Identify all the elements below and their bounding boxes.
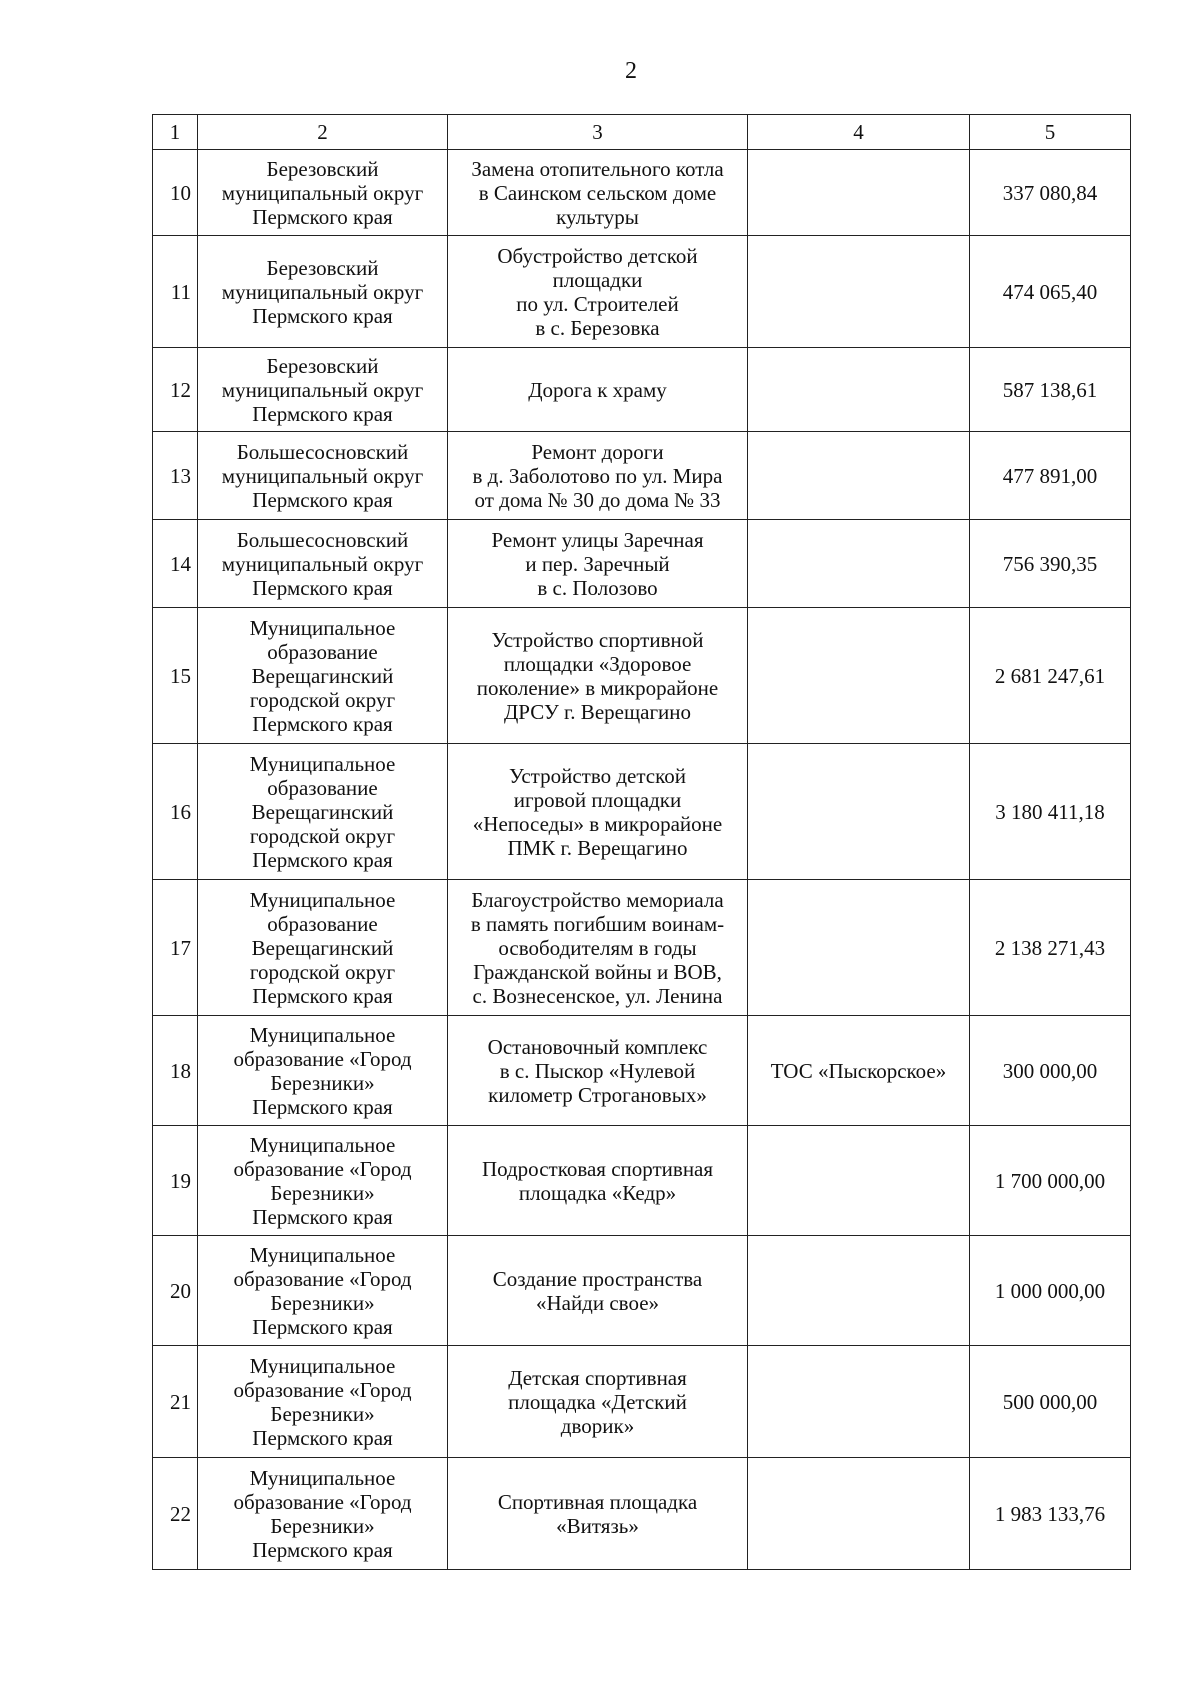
initiator-cell	[748, 1346, 970, 1458]
municipality-cell	[198, 348, 448, 432]
initiator-cell	[748, 880, 970, 1016]
row-number-cell-text: 12	[170, 377, 191, 402]
row-number-cell	[153, 744, 198, 880]
amount-cell	[970, 1016, 1131, 1126]
initiator-cell	[748, 520, 970, 608]
municipality-cell	[198, 432, 448, 520]
table-row	[153, 1236, 1131, 1346]
initiator-cell	[748, 1016, 970, 1126]
header-row	[153, 115, 1131, 150]
table-row	[153, 348, 1131, 432]
municipality-cell	[198, 520, 448, 608]
project-cell	[448, 1126, 748, 1236]
project-cell-text: Создание пространства «Найди свое»	[492, 1266, 703, 1315]
initiator-cell-text: ТОС «Пыскорское»	[770, 1058, 947, 1083]
project-cell-text: Остановочный комплекс в с. Пыскор «Нулевой километр Строгановых»	[487, 1034, 708, 1107]
municipality-cell-text: Березовский муниципальный округ Пермского края	[221, 156, 424, 229]
municipality-cell	[198, 880, 448, 1016]
municipality-cell	[198, 1346, 448, 1458]
row-number-cell	[153, 1346, 198, 1458]
amount-cell	[970, 520, 1131, 608]
project-cell-text: Устройство спортивной площадки «Здоровое поколение» в микрорайоне ДРСУ г. Верещагино	[476, 627, 719, 724]
project-cell-text: Ремонт улицы Заречная и пер. Заречный в с. Полозово	[491, 527, 704, 600]
amount-cell	[970, 236, 1131, 348]
amount-cell	[970, 744, 1131, 880]
amount-cell	[970, 150, 1131, 236]
amount-cell	[970, 880, 1131, 1016]
row-number-cell	[153, 520, 198, 608]
amount-cell-text: 477 891,00	[1002, 463, 1098, 488]
municipality-cell-text: Большесосновский муниципальный округ Пермского края	[221, 527, 424, 600]
page-number: 2	[625, 58, 637, 84]
row-number-cell-text: 21	[170, 1389, 191, 1414]
initiator-cell	[748, 608, 970, 744]
header-cell-3: 3	[448, 115, 748, 150]
initiator-cell	[748, 1458, 970, 1570]
project-cell-text: Обустройство детской площадки по ул. Строителей в с. Березовка	[497, 243, 698, 340]
amount-cell-text: 474 065,40	[1002, 279, 1098, 304]
municipality-cell	[198, 1016, 448, 1126]
row-number-cell	[153, 1458, 198, 1570]
project-cell-text: Благоустройство мемориала в память погибшим воинам- освободителям в годы Гражданской войны и ВОВ, с. Вознесенское, ул. Ленина	[470, 887, 725, 1008]
project-cell	[448, 608, 748, 744]
amount-cell-text: 337 080,84	[1002, 180, 1098, 205]
project-cell-text: Замена отопительного котла в Саинском сельском доме культуры	[471, 156, 724, 229]
initiator-cell	[748, 1126, 970, 1236]
header-cell-4: 4	[748, 115, 970, 150]
row-number-cell	[153, 880, 198, 1016]
table-row	[153, 1126, 1131, 1236]
municipality-cell	[198, 1458, 448, 1570]
row-number-cell-text: 18	[170, 1058, 191, 1083]
municipality-cell-text: Муниципальное образование «Город Березники» Пермского края	[233, 1353, 412, 1450]
amount-cell-text: 756 390,35	[1002, 551, 1098, 576]
municipality-cell-text: Муниципальное образование Верещагинский городской округ Пермского края	[249, 887, 396, 1008]
row-number-cell	[153, 150, 198, 236]
municipality-cell-text: Березовский муниципальный округ Пермского края	[221, 255, 424, 328]
amount-cell-text: 1 000 000,00	[994, 1278, 1106, 1303]
row-number-cell-text: 10	[170, 180, 191, 205]
row-number-cell-text: 13	[170, 463, 191, 488]
row-number-cell-text: 16	[170, 799, 191, 824]
municipality-cell	[198, 744, 448, 880]
project-cell	[448, 348, 748, 432]
table-row	[153, 1016, 1131, 1126]
row-number-cell-text: 14	[170, 551, 191, 576]
municipality-cell	[198, 150, 448, 236]
initiator-cell	[748, 1236, 970, 1346]
table-row	[153, 520, 1131, 608]
row-number-cell-text: 15	[170, 663, 191, 688]
municipality-cell-text: Березовский муниципальный округ Пермского края	[221, 353, 424, 426]
project-cell	[448, 1458, 748, 1570]
row-number-cell-text: 22	[170, 1501, 191, 1526]
project-cell-text: Подростковая спортивная площадка «Кедр»	[481, 1156, 714, 1205]
project-cell	[448, 1236, 748, 1346]
amount-cell-text: 3 180 411,18	[995, 799, 1105, 824]
amount-cell-text: 1 700 000,00	[994, 1168, 1106, 1193]
amount-cell-text: 587 138,61	[1002, 377, 1098, 402]
project-cell	[448, 880, 748, 1016]
row-number-cell	[153, 348, 198, 432]
municipality-cell-text: Муниципальное образование Верещагинский городской округ Пермского края	[249, 751, 396, 872]
row-number-cell-text: 19	[170, 1168, 191, 1193]
project-cell-text: Дорога к храму	[528, 377, 667, 402]
table-row	[153, 236, 1131, 348]
row-number-cell	[153, 1126, 198, 1236]
row-number-cell	[153, 1016, 198, 1126]
amount-cell-text: 2 681 247,61	[994, 663, 1106, 688]
project-cell-text: Устройство детской игровой площадки «Непоседы» в микрорайоне ПМК г. Верещагино	[472, 763, 723, 860]
table-row	[153, 1458, 1131, 1570]
project-cell	[448, 520, 748, 608]
project-cell	[448, 1346, 748, 1458]
table-row	[153, 432, 1131, 520]
row-number-cell	[153, 1236, 198, 1346]
project-cell	[448, 236, 748, 348]
header-cell-2: 2	[198, 115, 448, 150]
amount-cell	[970, 608, 1131, 744]
table-row	[153, 1346, 1131, 1458]
table-row	[153, 150, 1131, 236]
municipality-cell-text: Муниципальное образование «Город Березники» Пермского края	[233, 1242, 412, 1339]
amount-cell	[970, 348, 1131, 432]
row-number-cell-text: 20	[170, 1278, 191, 1303]
amount-cell	[970, 1458, 1131, 1570]
row-number-cell-text: 11	[170, 279, 191, 304]
municipality-cell	[198, 1126, 448, 1236]
project-cell-text: Детская спортивная площадка «Детский дворик»	[508, 1365, 687, 1438]
row-number-cell	[153, 608, 198, 744]
project-cell	[448, 432, 748, 520]
municipality-cell	[198, 608, 448, 744]
municipality-cell	[198, 236, 448, 348]
initiator-cell	[748, 432, 970, 520]
amount-cell-text: 300 000,00	[1002, 1058, 1098, 1083]
project-cell	[448, 744, 748, 880]
amount-cell	[970, 1236, 1131, 1346]
amount-cell	[970, 432, 1131, 520]
initiator-cell	[748, 348, 970, 432]
row-number-cell	[153, 432, 198, 520]
amount-cell-text: 2 138 271,43	[994, 935, 1106, 960]
row-number-cell	[153, 236, 198, 348]
municipality-cell-text: Большесосновский муниципальный округ Пермского края	[221, 439, 424, 512]
projects-table	[152, 114, 1131, 1570]
amount-cell-text: 1 983 133,76	[994, 1501, 1106, 1526]
initiator-cell	[748, 744, 970, 880]
header-cell-5: 5	[970, 115, 1131, 150]
municipality-cell-text: Муниципальное образование «Город Березники» Пермского края	[233, 1132, 412, 1229]
table-row	[153, 880, 1131, 1016]
municipality-cell-text: Муниципальное образование Верещагинский городской округ Пермского края	[249, 615, 396, 736]
amount-cell	[970, 1346, 1131, 1458]
project-cell	[448, 1016, 748, 1126]
municipality-cell-text: Муниципальное образование «Город Березники» Пермского края	[233, 1022, 412, 1119]
table-row	[153, 608, 1131, 744]
initiator-cell	[748, 150, 970, 236]
municipality-cell	[198, 1236, 448, 1346]
row-number-cell-text: 17	[170, 935, 191, 960]
table-header	[153, 115, 1131, 150]
header-cell-1: 1	[153, 115, 198, 150]
project-cell-text: Спортивная площадка «Витязь»	[497, 1489, 698, 1538]
amount-cell-text: 500 000,00	[1002, 1389, 1098, 1414]
table-row	[153, 744, 1131, 880]
initiator-cell	[748, 236, 970, 348]
project-cell	[448, 150, 748, 236]
municipality-cell-text: Муниципальное образование «Город Березники» Пермского края	[233, 1465, 412, 1562]
project-cell-text: Ремонт дороги в д. Заболотово по ул. Мира от дома № 30 до дома № 33	[472, 439, 723, 512]
amount-cell	[970, 1126, 1131, 1236]
table-body	[153, 150, 1131, 1570]
